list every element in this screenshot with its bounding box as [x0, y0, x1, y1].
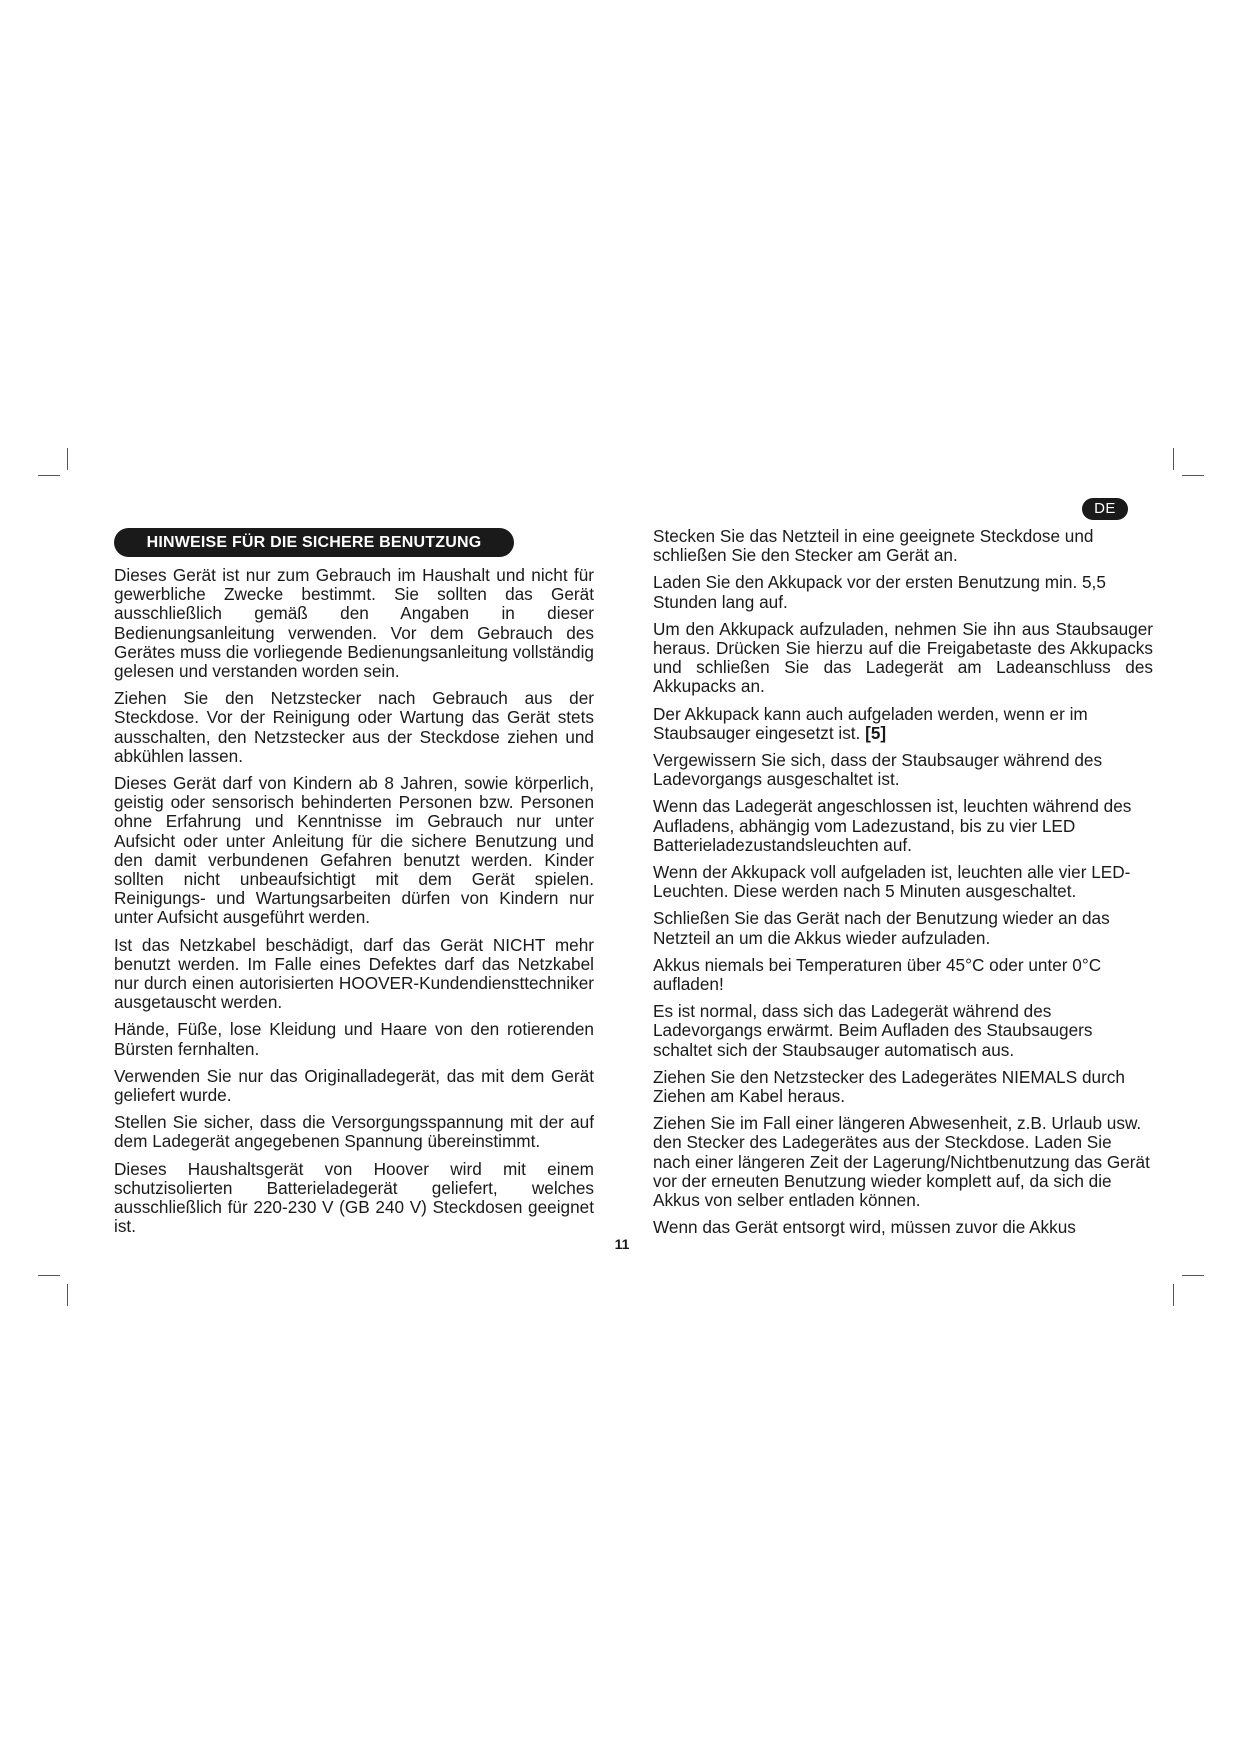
- paragraph: Dieses Gerät ist nur zum Gebrauch im Haushalt und nicht für gewerbliche Zwecke bestimmt. Sie sollten das Gerät ausschließlich gemäß den Angaben in dieser Bedienungsanleitung verwenden. Vor dem Gebrauch des Gerätes muss die vorliegende Bedienungsanleitung vollständig gelesen und verstanden worden sein.: [114, 565, 594, 682]
- paragraph: Stellen Sie sicher, dass die Versorgungsspannung mit der auf dem Ladegerät angegebenen Spannung übereinstimmt.: [114, 1112, 594, 1152]
- paragraph: Wenn das Gerät entsorgt wird, müssen zuvor die Akkus: [653, 1217, 1076, 1238]
- figure-reference: [5]: [865, 722, 887, 743]
- right-column: [653, 527, 1153, 1246]
- section-heading: HINWEISE FÜR DIE SICHERE BENUTZUNG: [114, 528, 514, 557]
- paragraph: Verwenden Sie nur das Originalladegerät, das mit dem Gerät geliefert wurde.: [114, 1065, 594, 1106]
- paragraph: Wenn der Akkupack voll aufgeladen ist, leuchten alle vier LED-Leuchten. Diese werden nach 5 Minuten ausgeschaltet.: [653, 862, 1131, 902]
- paragraph: Schließen Sie das Gerät nach der Benutzung wieder an das Netzteil an um die Akkus wieder aufzuladen.: [653, 908, 1110, 948]
- paragraph: Akkus niemals bei Temperaturen über 45°C oder unter 0°C aufladen!: [653, 954, 1102, 995]
- paragraph: Ziehen Sie den Netzstecker des Ladegerätes NIEMALS durch Ziehen am Kabel heraus.: [653, 1066, 1125, 1107]
- paragraph: Laden Sie den Akkupack vor der ersten Benutzung min. 5,5 Stunden lang auf.: [653, 572, 1106, 612]
- crop-mark: [67, 448, 68, 470]
- crop-mark: [1182, 475, 1204, 476]
- left-column: [114, 566, 594, 1245]
- paragraph: Vergewissern Sie sich, dass der Staubsauger während des Ladevorgangs ausgeschaltet ist.: [653, 750, 1103, 790]
- crop-mark: [1182, 1275, 1204, 1276]
- crop-mark: [38, 1275, 60, 1276]
- paragraph-with-figure-ref: [653, 705, 1153, 743]
- paragraph: Um den Akkupack aufzuladen, nehmen Sie ihn aus Staubsauger heraus. Drücken Sie hierzu auf die Freigabetaste des Akkupacks und schließen Sie das Ladegerät am Ladeanschluss des Akkupacks an.: [653, 618, 1153, 697]
- paragraph: Hände, Füße, lose Kleidung und Haare von den rotierenden Bürsten fernhalten.: [114, 1019, 594, 1059]
- paragraph: Es ist normal, dass sich das Ladegerät während des Ladevorgangs erwärmt. Beim Aufladen des Staubsaugers schaltet sich der Staubsauger automatisch aus.: [653, 1001, 1093, 1060]
- crop-mark: [67, 1284, 68, 1306]
- paragraph: Dieses Gerät darf von Kindern ab 8 Jahren, sowie körperlich, geistig oder sensorisch behinderten Personen bzw. Personen ohne Erfahrung und Kenntnisse im Gebrauch nur unter Aufsicht oder unter Anleitung für die sichere Benutzung und den damit verbundenen Gefahren benutzt werden. Kinder sollten nicht unbeaufsichtigt mit dem Gerät spielen. Reinigungs- und Wartungsarbeiten dürfen von Kindern nur unter Aufsicht ausgeführt werden.: [114, 773, 594, 928]
- crop-mark: [38, 475, 60, 476]
- paragraph-text: Der Akkupack kann auch aufgeladen werden, wenn er im Staubsauger eingesetzt ist.: [653, 703, 1088, 743]
- crop-mark: [1173, 448, 1174, 470]
- paragraph: Dieses Haushaltsgerät von Hoover wird mit einem schutzisolierten Batterieladegerät geliefert, welches ausschließlich für 220-230 V (GB 240 V) Steckdosen geeignet ist.: [114, 1158, 594, 1237]
- paragraph: Stecken Sie das Netzteil in eine geeignete Steckdose und schließen Sie den Stecker am Gerät an.: [653, 526, 1094, 566]
- paragraph: Ziehen Sie im Fall einer längeren Abwesenheit, z.B. Urlaub usw. den Stecker des Ladegerätes aus der Steckdose. Laden Sie nach einer längeren Zeit der Lagerung/Nichtbenutzung das Gerät vor der erneuten Benutzung wieder komplett auf, da sich die Akkus von selber entladen können.: [653, 1113, 1150, 1211]
- paragraph: Ist das Netzkabel beschädigt, darf das Gerät NICHT mehr benutzt werden. Im Falle eines Defektes darf das Netzkabel nur durch einen autorisierten HOOVER-Kundendiensttechniker ausgetauscht werden.: [114, 934, 594, 1013]
- language-badge: DE: [1082, 498, 1128, 520]
- paragraph: Ziehen Sie den Netzstecker nach Gebrauch aus der Steckdose. Vor der Reinigung oder Wartung das Gerät stets ausschalten, den Netzstecker aus der Steckdose ziehen und abkühlen lassen.: [114, 688, 594, 766]
- crop-mark: [1173, 1284, 1174, 1306]
- paragraph: Wenn das Ladegerät angeschlossen ist, leuchten während des Aufladens, abhängig vom Ladezustand, bis zu vier LED Batterieladezustandsleuchten auf.: [653, 796, 1132, 855]
- page-number: 11: [614, 1236, 630, 1252]
